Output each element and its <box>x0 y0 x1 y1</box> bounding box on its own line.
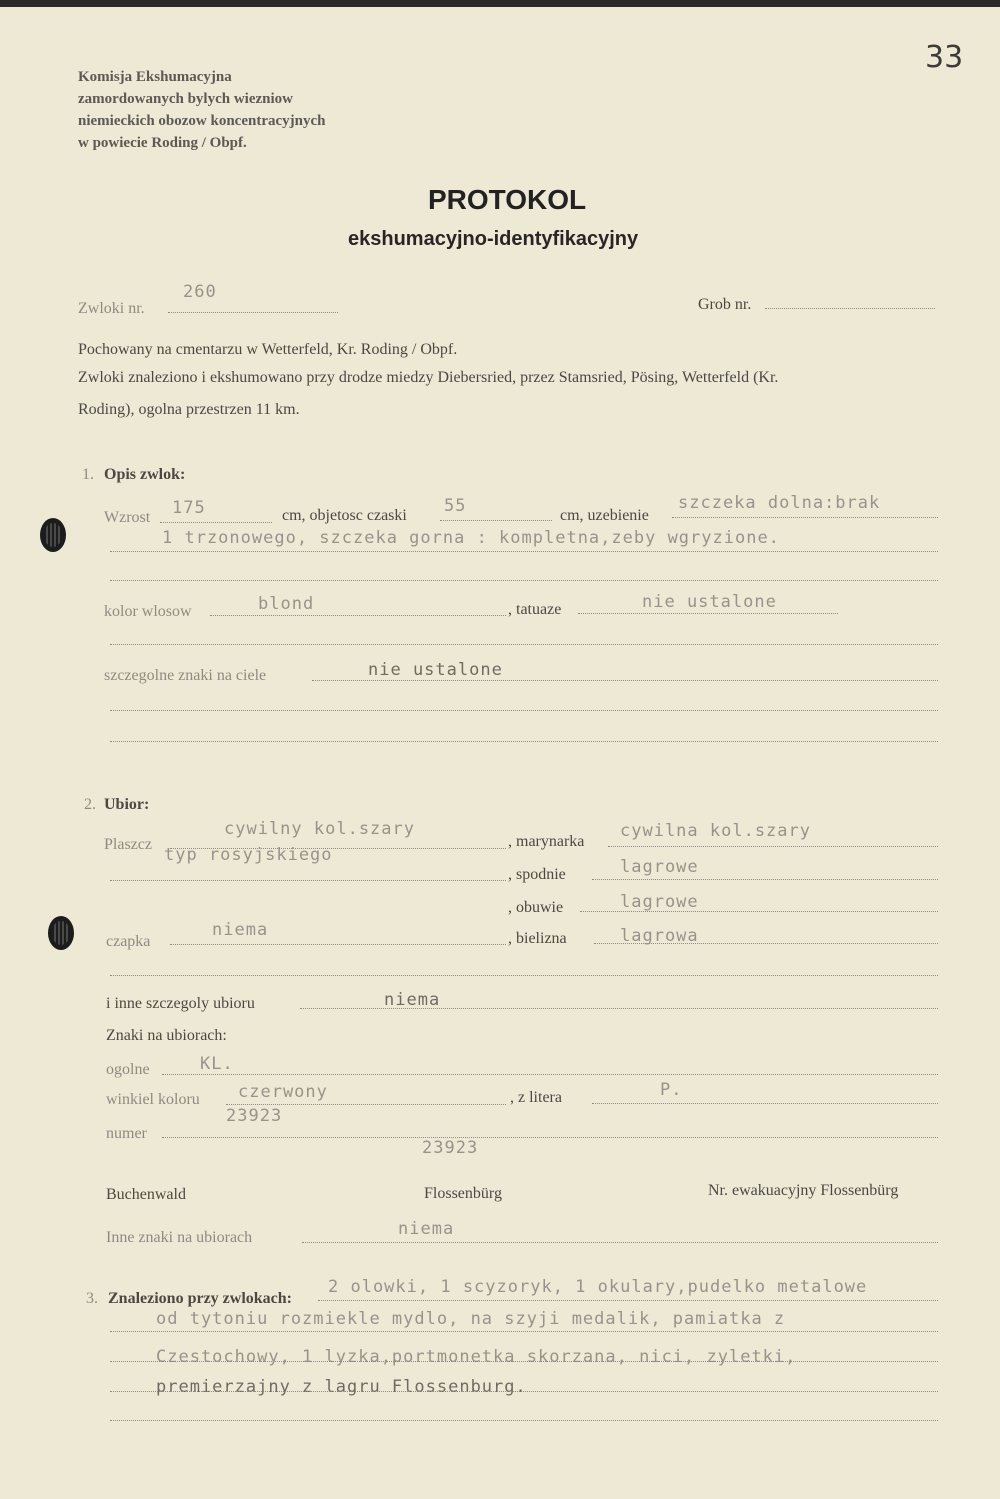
numer-value-1: 23923 <box>226 1106 283 1126</box>
flossenburg-label: Flossenbürg <box>424 1185 502 1202</box>
section-2-heading: Ubior: <box>104 796 150 813</box>
winkiel-value: czerwony <box>238 1082 328 1102</box>
plaszcz-label: Plaszcz <box>104 836 152 853</box>
doc-title: PROTOKOL <box>428 184 587 215</box>
bielizna-value: lagrowa <box>620 926 699 946</box>
inne-value: niema <box>384 990 441 1010</box>
czapka-value: niema <box>212 920 269 940</box>
czaszka-value: 55 <box>444 496 467 516</box>
header-block <box>78 66 325 154</box>
nr-ewakuacyjny-label: Nr. ewakuacyjny Flossenbürg <box>708 1182 899 1199</box>
bielizna-label: , bielizna <box>508 930 567 947</box>
burial-line-3: Roding), ogolna przestrzen 11 km. <box>78 401 300 418</box>
found-line-1: 2 olowki, 1 scyzoryk, 1 okulary,pudelko metalowe <box>328 1277 868 1297</box>
scan-edge-bar <box>0 0 1000 7</box>
section-2-number: 2. <box>84 796 96 813</box>
burial-line-2: Zwloki znaleziono i ekshumowano przy drodze miedzy Diebersried, przez Stamsried, Pösing, Wetterfeld (Kr. <box>78 369 779 386</box>
czapka-label: czapka <box>106 933 151 950</box>
obuwie-value: lagrowe <box>620 892 699 912</box>
plaszcz-value-2: typ rosyjskiego <box>164 845 333 865</box>
inne-label: i inne szczegoly ubioru <box>106 995 255 1012</box>
punch-hole <box>40 518 66 552</box>
found-line-3: Czestochowy, 1 lyzka,portmonetka skorzana, nici, zyletki, <box>156 1347 797 1367</box>
found-line-2: od tytoniu rozmiekle mydlo, na szyji medalik, pamiatka z <box>156 1309 786 1329</box>
winkiel-label: winkiel koloru <box>106 1091 200 1108</box>
buchenwald-label: Buchenwald <box>106 1186 186 1203</box>
punch-hole <box>48 916 74 950</box>
numer-label: numer <box>106 1125 147 1142</box>
doc-subtitle: ekshumacyjno-identyfikacyjny <box>348 228 639 250</box>
header-line-4: w powiecie Roding / Obpf. <box>78 135 247 151</box>
burial-line-1: Pochowany na cmentarzu w Wetterfeld, Kr. Roding / Obpf. <box>78 341 458 358</box>
spodnie-value: lagrowe <box>620 857 699 877</box>
section-3-number: 3. <box>86 1290 98 1307</box>
znaki-label: szczegolne znaki na ciele <box>104 667 267 684</box>
tatuaze-value: nie ustalone <box>642 592 777 612</box>
wlosy-value: blond <box>258 594 315 614</box>
header-line-3: niemieckich obozow koncentracyjnych <box>78 113 326 129</box>
litera-value: P. <box>660 1080 683 1100</box>
grob-label: Grob nr. <box>698 296 752 313</box>
plaszcz-value-1: cywilny kol.szary <box>224 819 415 839</box>
inne-znaki-label: Inne znaki na ubiorach <box>106 1229 253 1246</box>
section-1-heading: Opis zwlok: <box>104 466 186 483</box>
wzrost-label: Wzrost <box>104 509 151 526</box>
uzebienie-value-1: szczeka dolna:brak <box>678 493 881 513</box>
zwloki-value: 260 <box>183 282 217 302</box>
zwloki-label: Zwloki nr. <box>78 300 145 317</box>
page-number: 33 <box>925 40 964 75</box>
inne-znaki-value: niema <box>398 1219 455 1239</box>
header-line-2: zamordowanych bylych wiezniow <box>78 91 293 107</box>
found-line-4: premierzajny z lagru Flossenburg. <box>156 1377 527 1397</box>
wlosy-label: kolor wlosow <box>104 603 192 620</box>
znaki-ubiory-label: Znaki na ubiorach: <box>106 1027 227 1044</box>
section-3-heading: Znaleziono przy zwlokach: <box>108 1290 292 1307</box>
litera-label: , z litera <box>510 1089 562 1106</box>
uzebienie-label: cm, uzebienie <box>560 507 649 524</box>
ogolne-label: ogolne <box>106 1061 150 1078</box>
marynarka-value: cywilna kol.szary <box>620 821 811 841</box>
section-1-number: 1. <box>82 466 94 483</box>
znaki-value: nie ustalone <box>368 660 503 680</box>
ogolne-value: KL. <box>200 1054 234 1074</box>
marynarka-label: , marynarka <box>508 833 585 850</box>
wzrost-value: 175 <box>172 498 206 518</box>
numer-value-2: 23923 <box>422 1138 479 1158</box>
uzebienie-value-2: 1 trzonowego, szczeka gorna : kompletna,zeby wgryzione. <box>162 528 780 548</box>
obuwie-label: , obuwie <box>508 899 564 916</box>
tatuaze-label: , tatuaze <box>508 601 562 618</box>
spodnie-label: , spodnie <box>508 866 566 883</box>
header-line-1: Komisja Ekshumacyjna <box>78 69 232 85</box>
czaszka-label: cm, objetosc czaski <box>282 507 407 524</box>
